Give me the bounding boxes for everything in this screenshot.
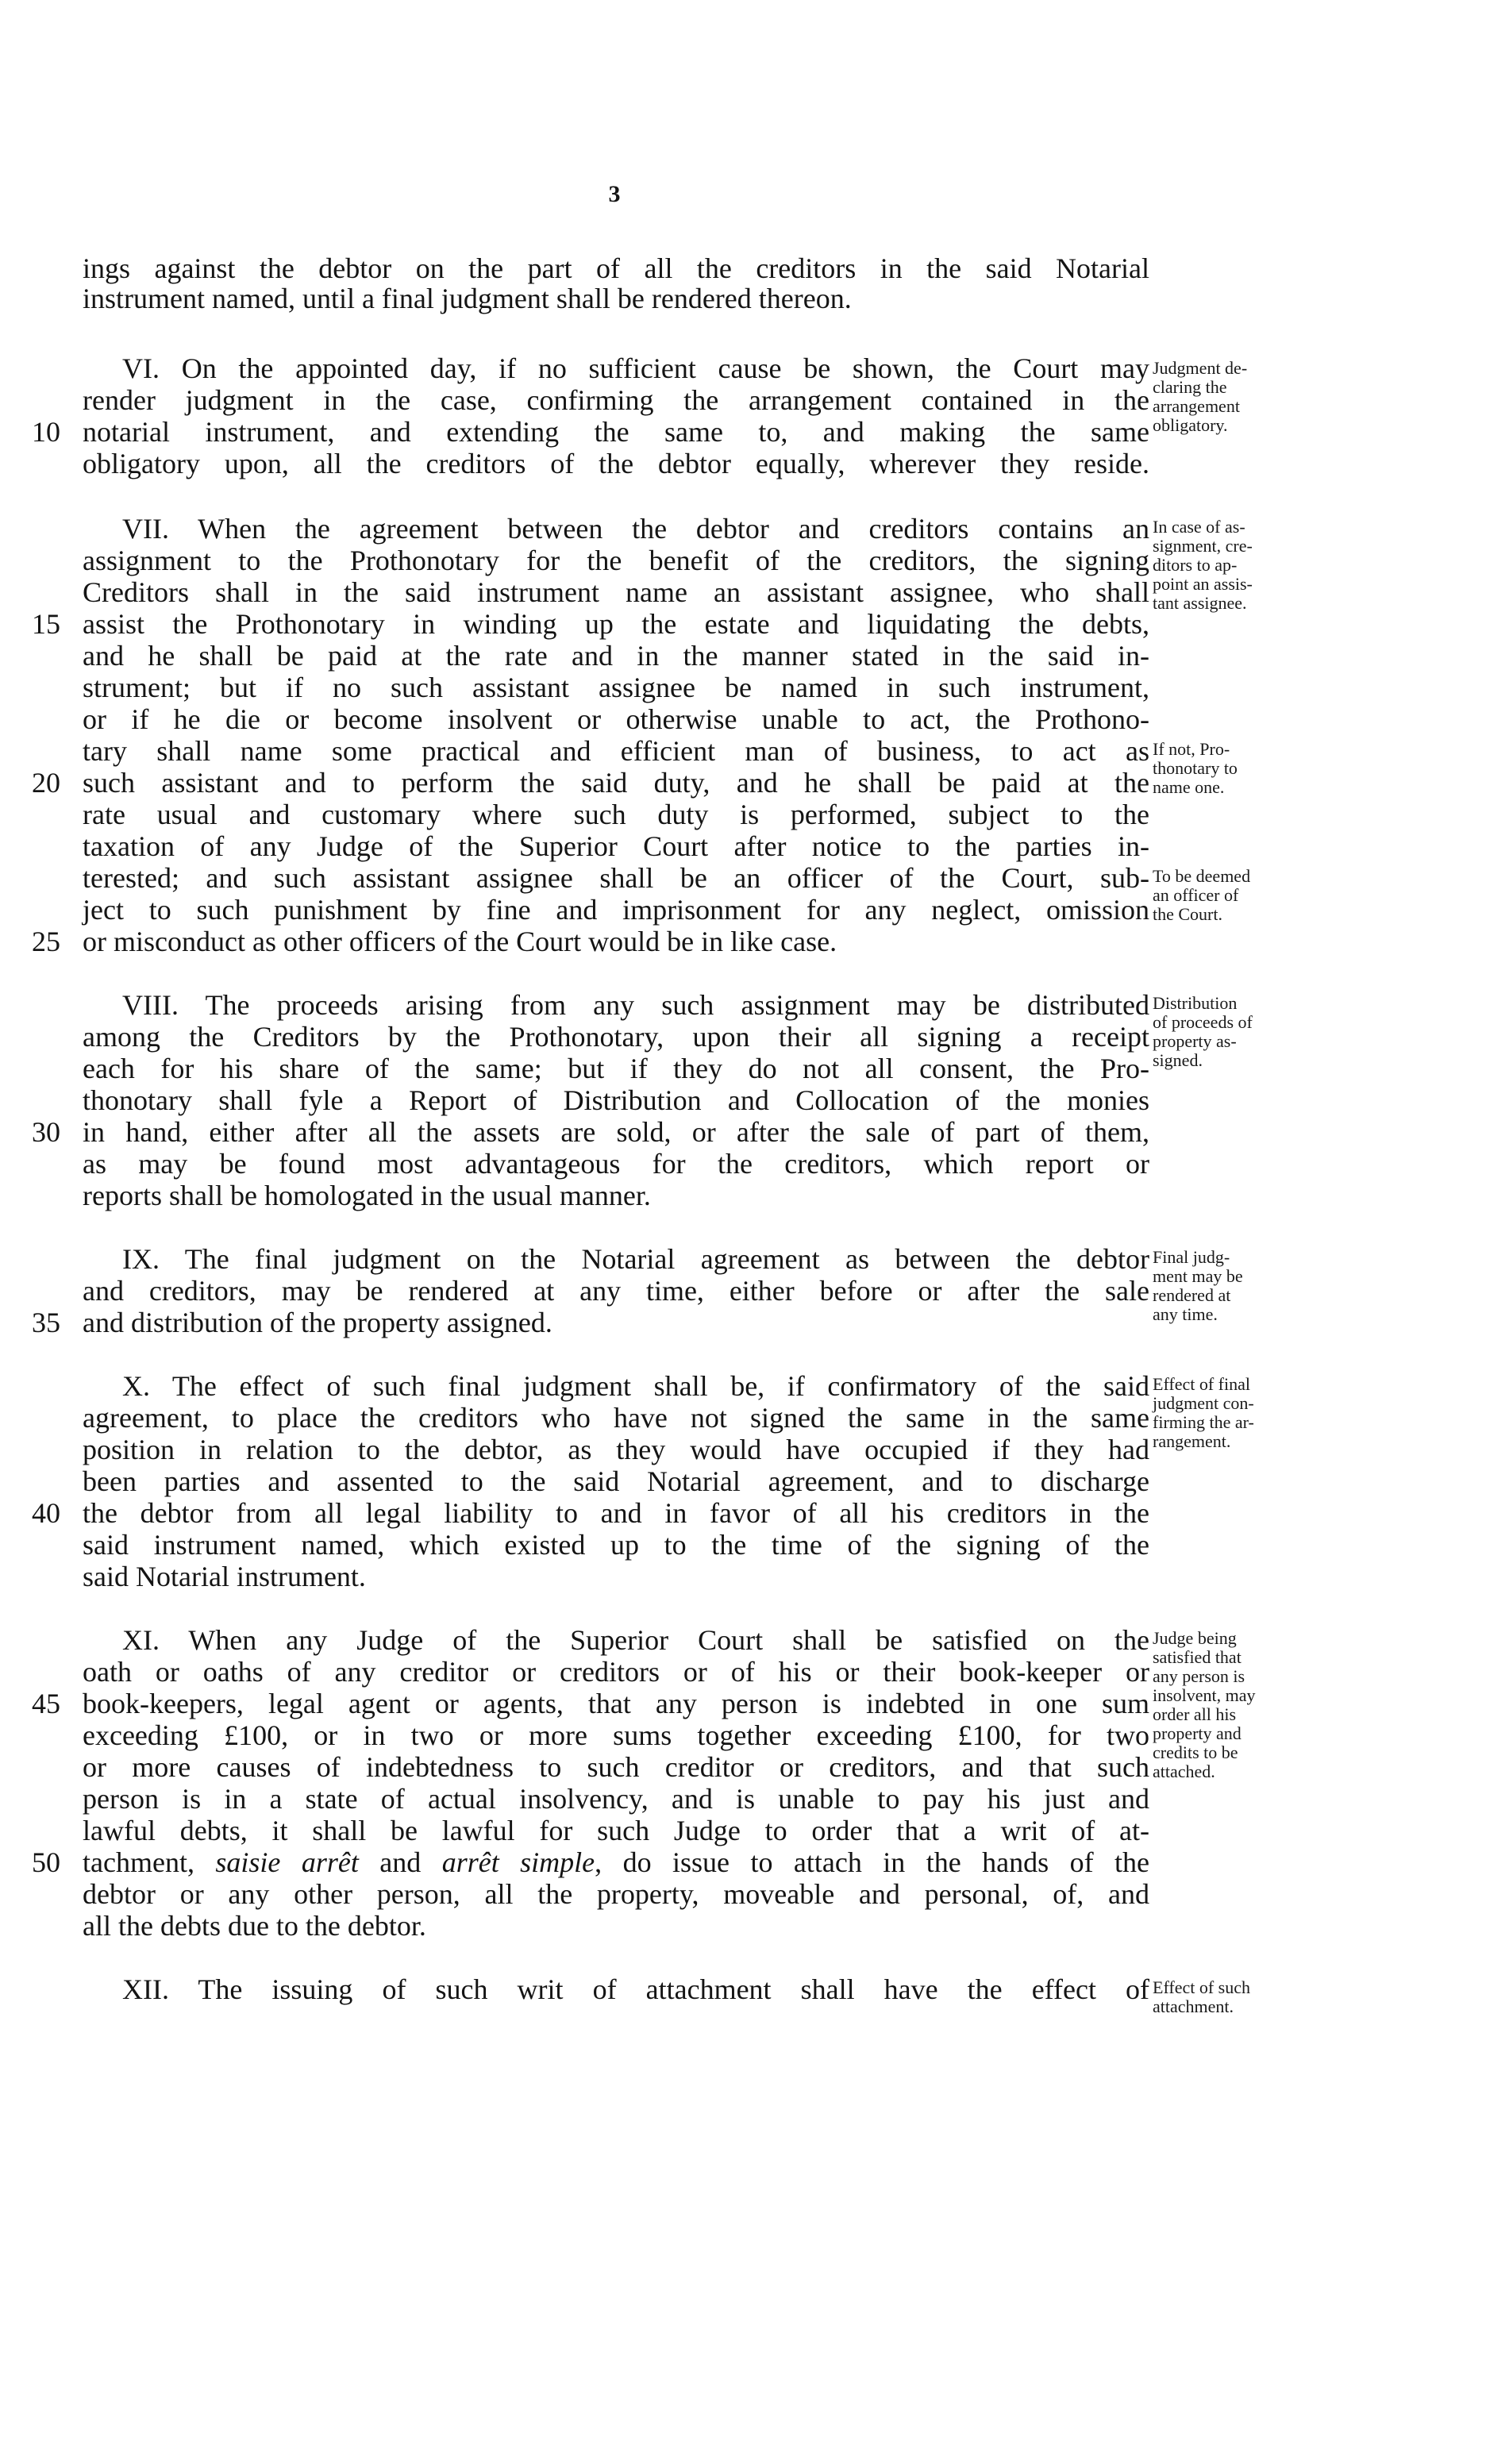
text-line: agreement, to place the creditors who have not signed the same in the same — [83, 1402, 1149, 1434]
margin-note — [1153, 1978, 1343, 2016]
margin-note-line: claring the — [1153, 377, 1227, 397]
margin-note — [1153, 1629, 1343, 1781]
line-number: 30 — [32, 1116, 60, 1148]
margin-note-line: attachment. — [1153, 1996, 1234, 2016]
text-line: oath or oaths of any creditor or creditors or of his or their book-keeper or — [83, 1656, 1149, 1688]
margin-note-line: rendered at — [1153, 1285, 1231, 1305]
text-line: said instrument named, which existed up to the time of the signing of the — [83, 1529, 1149, 1561]
line-number: 35 — [32, 1307, 60, 1338]
margin-note-line: obligatory. — [1153, 415, 1228, 435]
line-number: 10 — [32, 416, 60, 448]
text-line: in hand, either after all the assets are sold, or after the sale of part of them, — [83, 1116, 1149, 1148]
text-line: notarial instrument, and extending the same to, and making the same — [83, 416, 1149, 448]
line-number: 50 — [32, 1846, 60, 1878]
text-line: lawful debts, it shall be lawful for such Judge to order that a writ of at- — [83, 1815, 1149, 1846]
text-line: render judgment in the case, confirming the arrangement contained in the — [83, 384, 1149, 416]
margin-note-line: name one. — [1153, 777, 1225, 797]
text-line: exceeding £100, or in two or more sums together exceeding £100, for two — [83, 1719, 1149, 1751]
text-line: said Notarial instrument. — [83, 1561, 366, 1592]
text-line: assist the Prothonotary in winding up the estate and liquidating the debts, — [83, 608, 1149, 640]
text-line: X. The effect of such final judgment shall be, if confirmatory of the said — [122, 1370, 1149, 1402]
text-line: been parties and assented to the said Notarial agreement, and to discharge — [83, 1465, 1149, 1497]
text-line: the debtor from all legal liability to and in favor of all his creditors in the — [83, 1497, 1149, 1529]
margin-note-line: attached. — [1153, 1761, 1215, 1781]
margin-note-line: of proceeds of — [1153, 1012, 1253, 1032]
text-line: ings against the debtor on the part of all the creditors in the said Notarial — [83, 252, 1149, 284]
margin-note-line: judgment con- — [1153, 1393, 1254, 1413]
margin-note-line: point an assis- — [1153, 574, 1253, 594]
margin-note — [1153, 867, 1343, 924]
text-line: reports shall be homologated in the usual manner. — [83, 1180, 651, 1211]
margin-note-line: signment, cre- — [1153, 536, 1253, 556]
text-line: and creditors, may be rendered at any time, either before or after the sale — [83, 1275, 1149, 1307]
text-line: XII. The issuing of such writ of attachment shall have the effect of — [122, 1973, 1149, 2005]
margin-note-line: firming the ar- — [1153, 1412, 1254, 1432]
margin-note-line: any time. — [1153, 1304, 1218, 1324]
margin-note-line: tant assignee. — [1153, 593, 1247, 613]
italic-term: arrêt simple — [441, 1846, 595, 1878]
text-line: debtor or any other person, all the property, moveable and personal, of, and — [83, 1878, 1149, 1910]
margin-note-line: ment may be — [1153, 1266, 1243, 1286]
margin-note — [1153, 994, 1343, 1070]
margin-note-line: Final judg- — [1153, 1247, 1230, 1267]
margin-note-line: insolvent, may — [1153, 1685, 1256, 1705]
text-line: strument; but if no such assistant assignee be named in such instrument, — [83, 672, 1149, 703]
margin-note-line: order all his — [1153, 1704, 1237, 1724]
margin-note-line: rangement. — [1153, 1431, 1231, 1451]
margin-note-line: If not, Pro- — [1153, 739, 1230, 759]
text-line: book-keepers, legal agent or agents, that any person is indebted in one sum — [83, 1688, 1149, 1719]
text-line: among the Creditors by the Prothonotary, upon their all signing a receipt — [83, 1021, 1149, 1053]
margin-note-line: Distribution — [1153, 993, 1238, 1013]
margin-note-line: property as- — [1153, 1031, 1237, 1051]
margin-note — [1153, 359, 1343, 435]
text-line: Creditors shall in the said instrument name an assistant assignee, who shall — [83, 576, 1149, 608]
text-fragment: , do issue to attach in the hands of the — [595, 1846, 1149, 1878]
margin-note-line: ditors to ap- — [1153, 555, 1238, 575]
text-line: VIII. The proceeds arising from any such assignment may be distributed — [122, 989, 1149, 1021]
text-line: XI. When any Judge of the Superior Court shall be satisfied on the — [122, 1624, 1149, 1656]
margin-note-line: property and — [1153, 1723, 1242, 1743]
text-line: VII. When the agreement between the debtor and creditors contains an — [122, 513, 1149, 545]
text-line: rate usual and customary where such duty is performed, subject to the — [83, 799, 1149, 830]
margin-note-line: Judgment de- — [1153, 358, 1248, 378]
text-line: position in relation to the debtor, as they would have occupied if they had — [83, 1434, 1149, 1465]
margin-note — [1153, 740, 1343, 797]
margin-note-line: Effect of such — [1153, 1977, 1250, 1997]
line-number: 45 — [32, 1688, 60, 1719]
margin-note-line: arrangement — [1153, 396, 1240, 416]
text-line: ject to such punishment by fine and imprisonment for any neglect, omission — [83, 894, 1149, 926]
margin-note-line: credits to be — [1153, 1742, 1238, 1762]
text-line: as may be found most advantageous for the creditors, which report or — [83, 1148, 1149, 1180]
text-line: instrument named, until a final judgment shall be rendered thereon. — [83, 283, 852, 314]
text-line: and he shall be paid at the rate and in the manner stated in the said in- — [83, 640, 1149, 672]
text-line: or misconduct as other officers of the Court would be in like case. — [83, 926, 837, 957]
margin-note-line: Effect of final — [1153, 1374, 1250, 1394]
line-number: 25 — [32, 926, 60, 957]
margin-note — [1153, 1375, 1343, 1451]
page-number: 3 — [608, 181, 621, 207]
text-line: assignment to the Prothonotary for the benefit of the creditors, the signing — [83, 545, 1149, 576]
text-line: and distribution of the property assigned. — [83, 1307, 552, 1338]
text-line: each for his share of the same; but if they do not all consent, the Pro- — [83, 1053, 1149, 1084]
text-line: all the debts due to the debtor. — [83, 1910, 426, 1942]
margin-note-line: an officer of — [1153, 885, 1239, 905]
margin-note-line: Judge being — [1153, 1628, 1237, 1648]
text-line: thonotary shall fyle a Report of Distribution and Collocation of the monies — [83, 1084, 1149, 1116]
margin-note-line: To be deemed — [1153, 866, 1251, 886]
text-line: VI. On the appointed day, if no sufficient cause be shown, the Court may — [122, 352, 1149, 384]
line-number: 15 — [32, 608, 60, 640]
text-line: person is in a state of actual insolvency, and is unable to pay his just and — [83, 1783, 1149, 1815]
text-line-italic-terms — [83, 1846, 1149, 1878]
text-fragment: and — [358, 1846, 442, 1878]
text-line: IX. The final judgment on the Notarial agreement as between the debtor — [122, 1243, 1149, 1275]
italic-term: saisie arrêt — [215, 1846, 359, 1878]
text-line: or if he die or become insolvent or otherwise unable to act, the Prothono- — [83, 703, 1149, 735]
margin-note-line: any person is — [1153, 1666, 1245, 1686]
margin-note-line: signed. — [1153, 1050, 1203, 1070]
text-line: obligatory upon, all the creditors of the debtor equally, wherever they reside. — [83, 448, 1149, 479]
line-number: 20 — [32, 767, 60, 799]
text-line: or more causes of indebtedness to such creditor or creditors, and that such — [83, 1751, 1149, 1783]
text-line: terested; and such assistant assignee shall be an officer of the Court, sub- — [83, 862, 1149, 894]
margin-note-line: thonotary to — [1153, 758, 1238, 778]
margin-note-line: In case of as- — [1153, 517, 1245, 537]
margin-note — [1153, 1248, 1343, 1324]
text-line: such assistant and to perform the said duty, and he shall be paid at the — [83, 767, 1149, 799]
margin-note-line: the Court. — [1153, 904, 1222, 924]
text-line: tary shall name some practical and efficient man of business, to act as — [83, 735, 1149, 767]
text-fragment: tachment, — [83, 1846, 216, 1878]
line-number: 40 — [32, 1497, 60, 1529]
margin-note — [1153, 518, 1343, 613]
text-line: taxation of any Judge of the Superior Court after notice to the parties in- — [83, 830, 1149, 862]
margin-note-line: satisfied that — [1153, 1647, 1242, 1667]
